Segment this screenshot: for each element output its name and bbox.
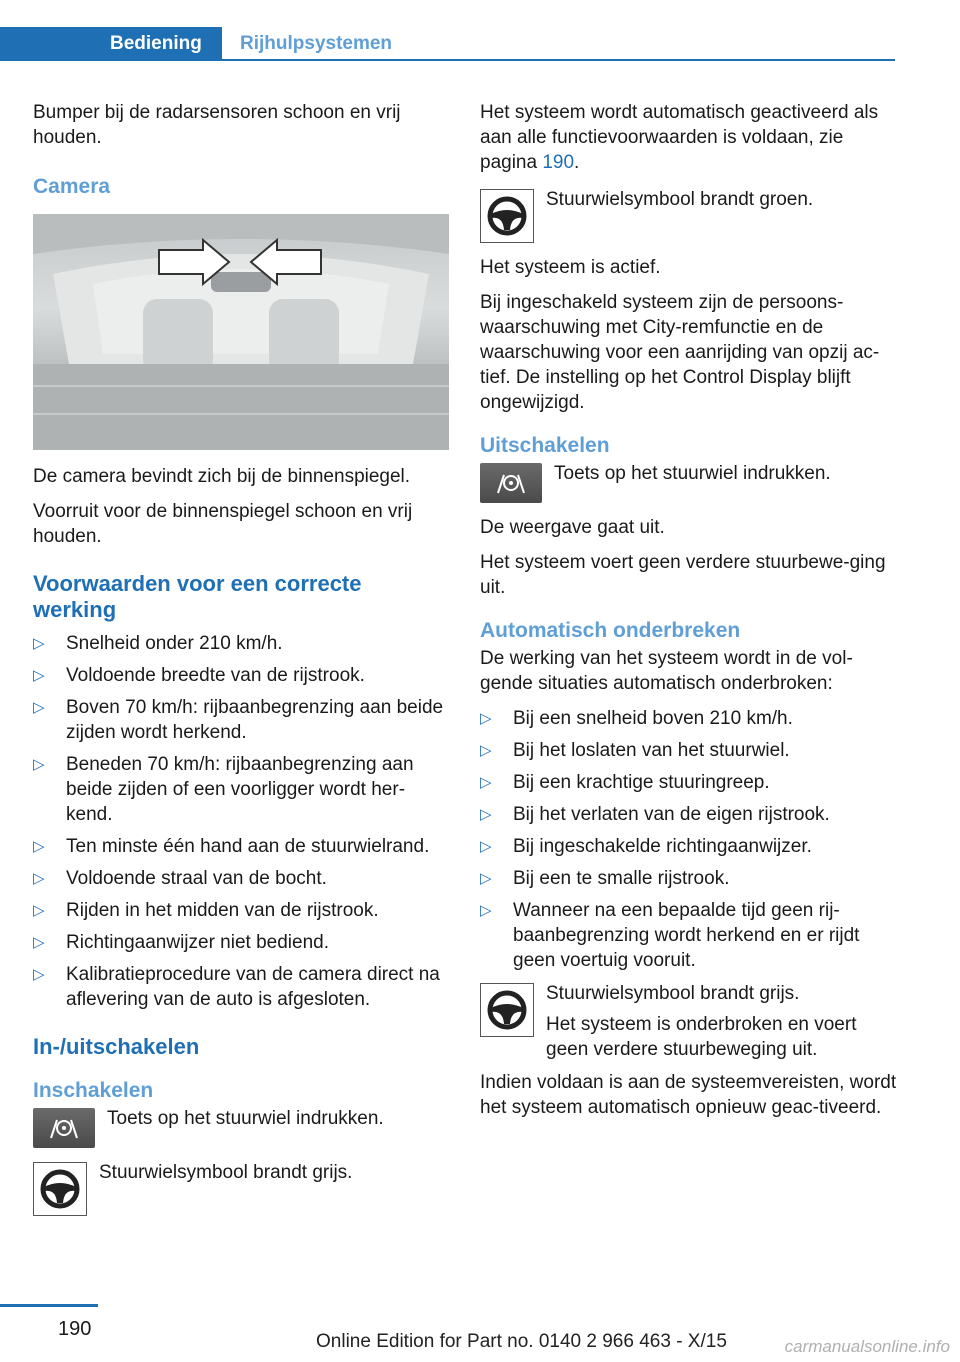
on-button-row: [33, 1106, 449, 1152]
edition-text: Online Edition for Part no. 0140 2 966 463 - X/15: [316, 1331, 727, 1352]
bullet-triangle-icon: ▷: [480, 806, 492, 823]
list-item: ▷ Bij ingeschakelde richtingaanwijzer.: [480, 836, 812, 857]
list-item: ▷ Bij het loslaten van het stuurwiel.: [480, 740, 790, 761]
header-rule: [0, 59, 895, 61]
grey-symbol-text: Stuurwielsymbool brandt grijs.: [546, 983, 800, 1004]
restart-text: Indien voldaan is aan de systeemvereisten, wordt het systeem automatisch opnieuw geac‐tiveerd.: [480, 1072, 897, 1118]
header-bar: [0, 27, 895, 61]
list-item: ▷ Beneden 70 km/h: rijbaanbegrenzing aan beide zijden of een voorligger wordt her‐kend.: [33, 754, 414, 825]
bullet-triangle-icon: ▷: [480, 774, 492, 791]
display-off-text: De weergave gaat uit.: [480, 517, 665, 538]
active-details-text: Bij ingeschakeld systeem zijn de persoons‐waarschuwing met City-remfunctie en de waarschuwing voor een aanrijding van opzij ac‐tief. De instelling op het Control Display blijft ongewijzigd.: [480, 292, 880, 413]
list-item: ▷ Bij het verlaten van de eigen rijstrook.: [480, 804, 830, 825]
list-item: ▷ Bij een snelheid boven 210 km/h.: [480, 708, 793, 729]
watermark: carmanualsonline.info: [784, 1337, 950, 1356]
interrupt-list: [480, 706, 898, 973]
conditions-list: [33, 631, 449, 1012]
tab-bediening[interactable]: Bediening: [0, 27, 222, 61]
on-button-text: Toets op het stuurwiel indrukken.: [107, 1108, 384, 1129]
off-button-row: [480, 461, 898, 507]
footer-rule: [0, 1304, 98, 1307]
bullet-triangle-icon: ▷: [480, 742, 492, 759]
interrupt-intro: De werking van het systeem wordt in de vol‐gende situaties automatisch onderbroken:: [480, 648, 853, 694]
lane-assist-button-icon: [480, 463, 542, 503]
bullet-triangle-icon: ▷: [33, 902, 45, 919]
conditions-heading: Voorwaarden voor een correcte werking: [33, 571, 362, 622]
green-symbol-text: Stuurwielsymbool brandt groen.: [546, 189, 814, 210]
camera-clean-text: Voorruit voor de binnenspiegel schoon en vrij houden.: [33, 501, 413, 547]
interrupt-heading: Automatisch onderbreken: [480, 619, 741, 642]
on-symbol-text: Stuurwielsymbool brandt grijs.: [99, 1162, 353, 1183]
camera-photo: [33, 214, 449, 450]
list-item: ▷ Kalibratieprocedure van de camera direct na aflevering van de auto is afgesloten.: [33, 964, 440, 1010]
onoff-heading: In-/uitschakelen: [33, 1034, 200, 1059]
bullet-triangle-icon: ▷: [33, 756, 45, 773]
interrupted-text: Het systeem is onderbroken en voert geen verdere stuurbeweging uit.: [546, 1014, 857, 1060]
bullet-triangle-icon: ▷: [480, 710, 492, 727]
bullet-triangle-icon: ▷: [33, 966, 45, 983]
steering-wheel-icon: [480, 189, 534, 243]
car-interior-image: [33, 214, 449, 450]
steering-wheel-icon: [480, 983, 534, 1037]
bullet-triangle-icon: ▷: [33, 838, 45, 855]
intro-text: Bumper bij de radarsensoren schoon en vrij houden.: [33, 102, 401, 148]
page-link[interactable]: 190: [542, 152, 575, 173]
list-item: ▷ Snelheid onder 210 km/h.: [33, 633, 283, 654]
bullet-triangle-icon: ▷: [33, 667, 45, 684]
bullet-triangle-icon: ▷: [33, 870, 45, 887]
on-heading: Inschakelen: [33, 1079, 154, 1102]
list-item: ▷ Voldoende breedte van de rijstrook.: [33, 665, 365, 686]
steering-wheel-icon: [33, 1162, 87, 1216]
bullet-triangle-icon: ▷: [33, 934, 45, 951]
list-item: ▷ Rijden in het midden van de rijstrook.: [33, 900, 379, 921]
off-heading: Uitschakelen: [480, 434, 610, 457]
lane-assist-button-icon: [33, 1108, 95, 1148]
camera-heading: Camera: [33, 175, 111, 198]
list-item: ▷ Wanneer na een bepaalde tijd geen rij‐baanbegrenzing wordt herkend en er rijdt geen voertuig vooruit.: [480, 900, 860, 971]
bullet-triangle-icon: ▷: [480, 870, 492, 887]
list-item: ▷ Richtingaanwijzer niet bediend.: [33, 932, 329, 953]
page-number: 190: [58, 1318, 92, 1340]
bullet-triangle-icon: ▷: [33, 699, 45, 716]
green-symbol-row: [480, 187, 898, 247]
bullet-triangle-icon: ▷: [480, 838, 492, 855]
tab-rijhulpsystemen[interactable]: Rijhulpsystemen: [240, 33, 393, 54]
bullet-triangle-icon: ▷: [480, 902, 492, 919]
list-item: ▷ Bij een krachtige stuuringreep.: [480, 772, 770, 793]
bullet-triangle-icon: ▷: [33, 635, 45, 652]
list-item: ▷ Bij een te smalle rijstrook.: [480, 868, 730, 889]
activated-text: Het systeem wordt automatisch geactiveerd als aan alle functievoorwaarden is voldaan, zie pagina 190.: [480, 102, 879, 173]
camera-location-text: De camera bevindt zich bij de binnenspiegel.: [33, 466, 411, 487]
off-button-text: Toets op het stuurwiel indrukken.: [554, 463, 831, 484]
list-item: ▷ Boven 70 km/h: rijbaanbegrenzing aan beide zijden wordt herkend.: [33, 697, 444, 743]
no-steering-text: Het systeem voert geen verdere stuurbewe‐ging uit.: [480, 552, 886, 598]
active-text: Het systeem is actief.: [480, 257, 661, 278]
left-column: [33, 100, 449, 1228]
right-column: [480, 100, 898, 1130]
grey-symbol-row: [480, 981, 898, 1062]
list-item: ▷ Ten minste één hand aan de stuurwielrand.: [33, 836, 430, 857]
on-symbol-row: [33, 1160, 449, 1220]
list-item: ▷ Voldoende straal van de bocht.: [33, 868, 327, 889]
